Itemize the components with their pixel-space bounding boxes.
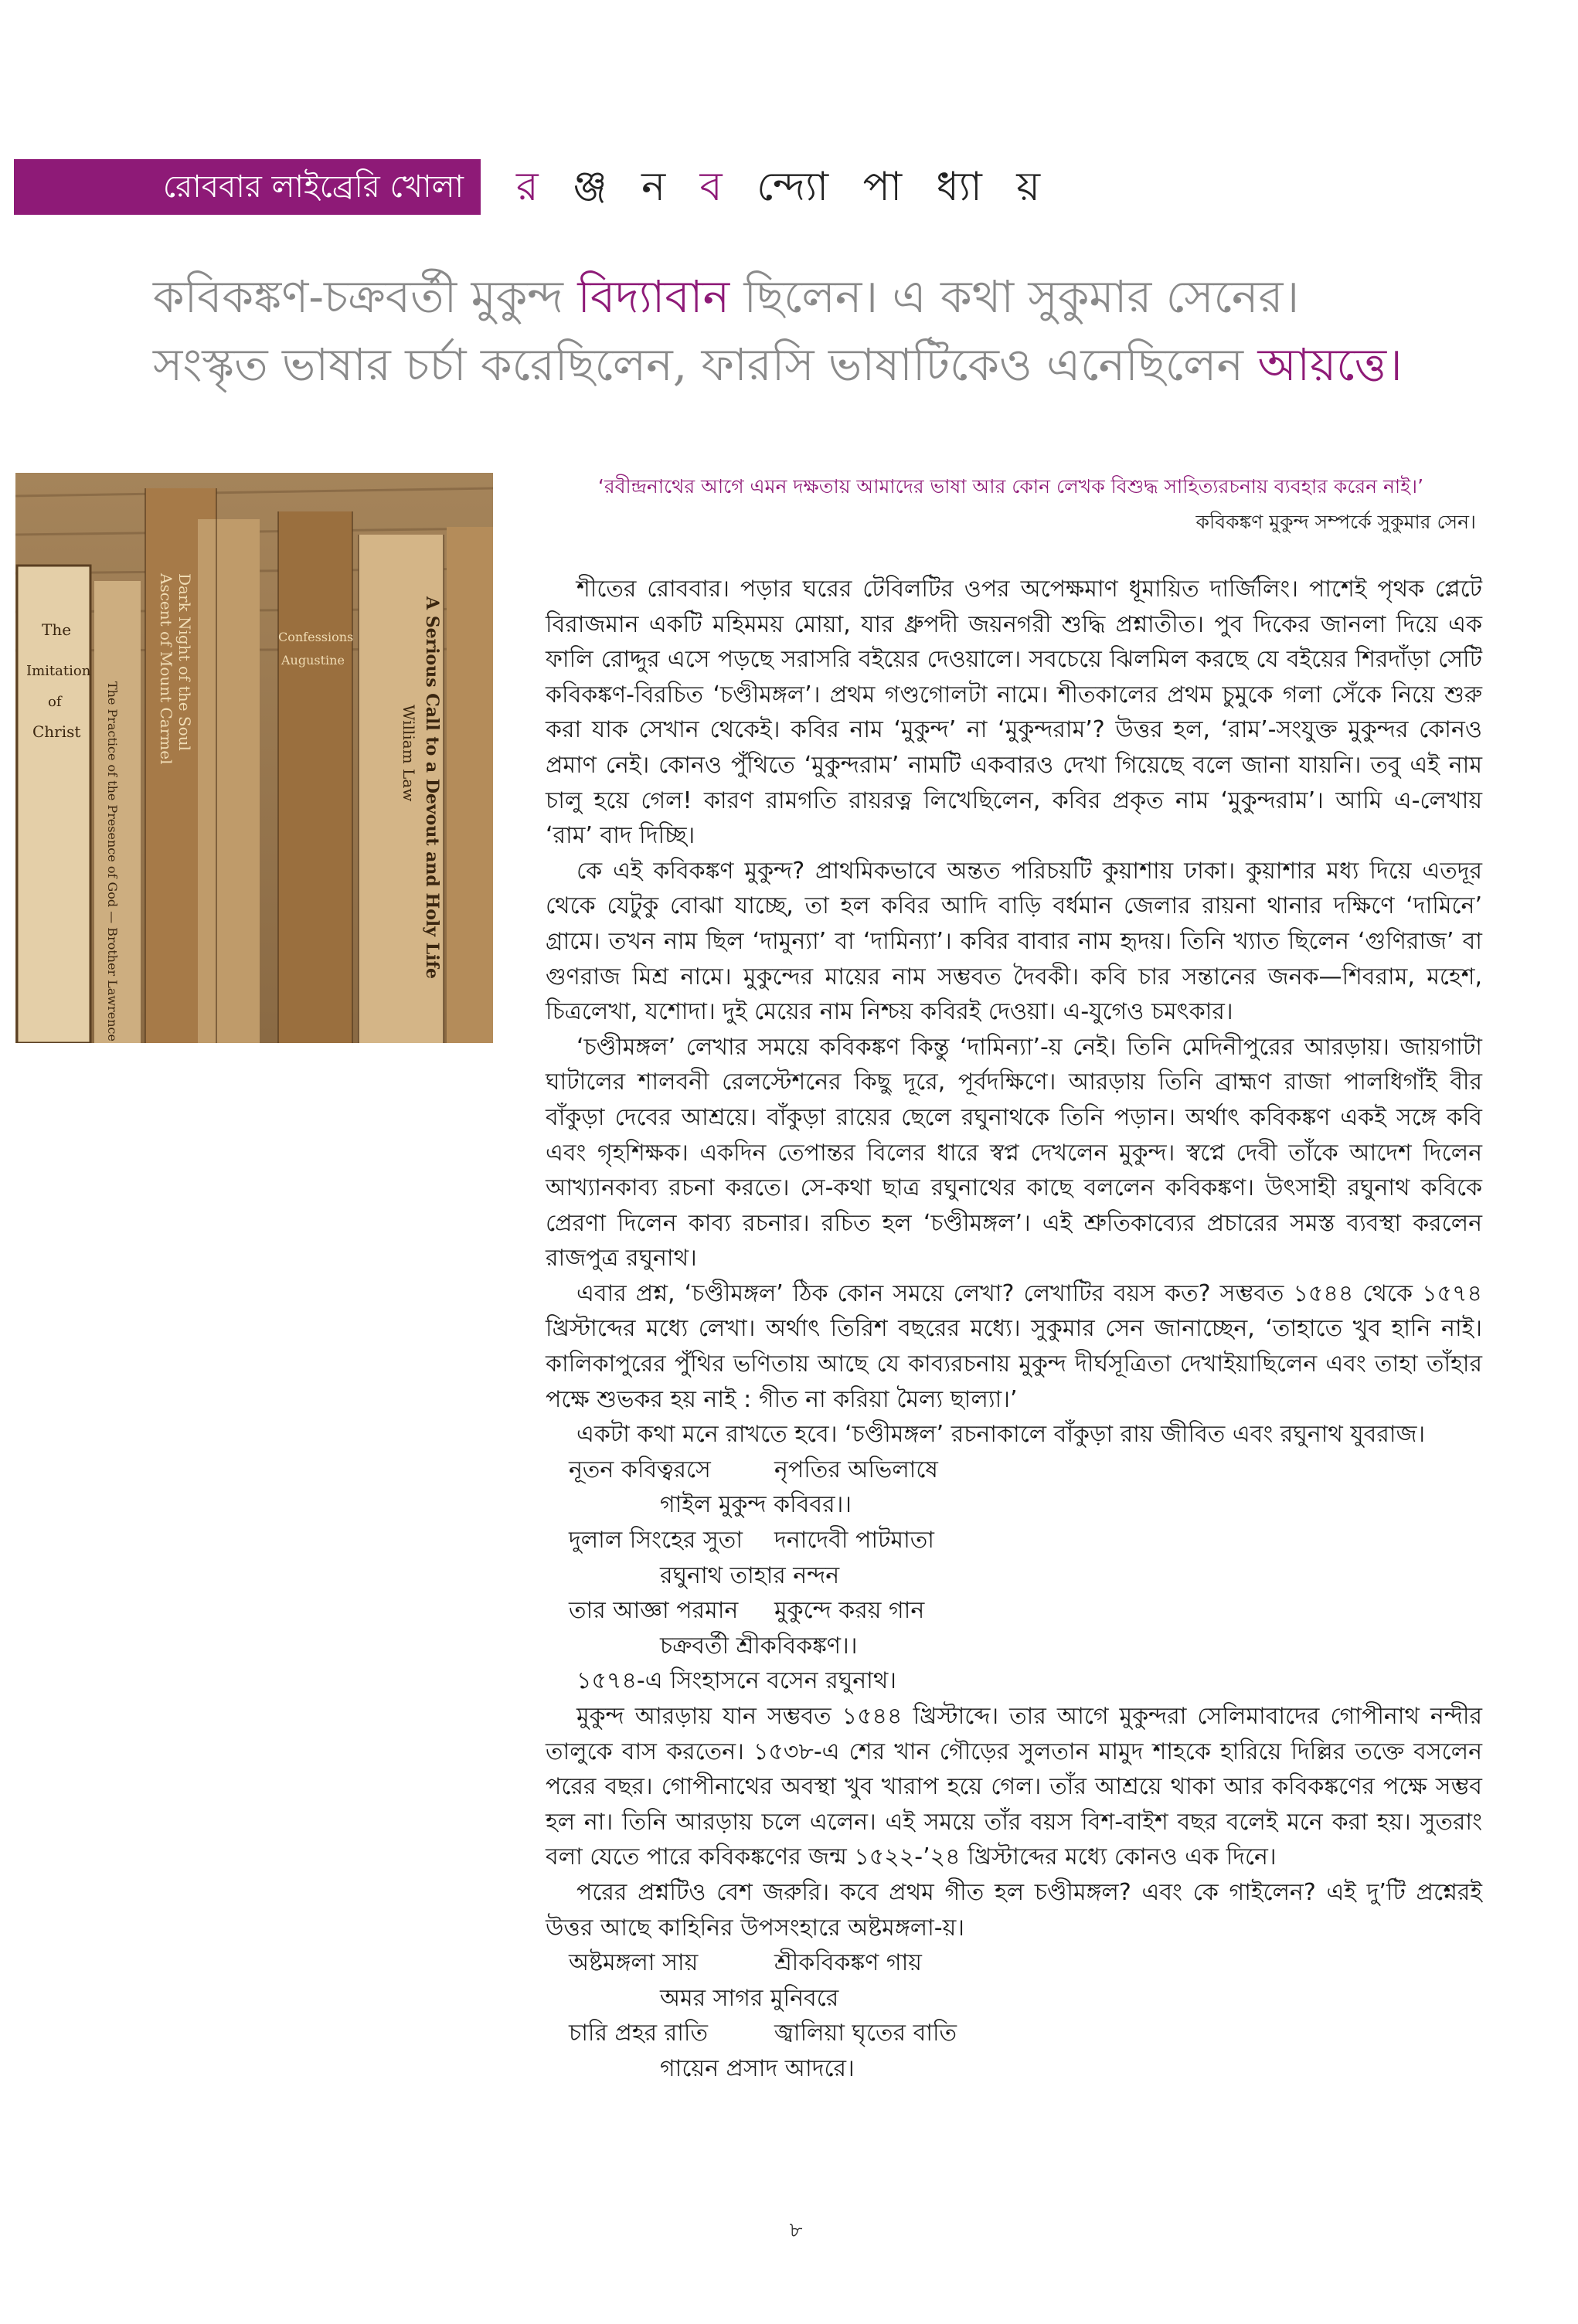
headline [153,263,1544,399]
paragraph: কে এই কবিকঙ্কণ মুকুন্দ? প্রাথমিকভাবে অন্তত পরিচয়টি কুয়াশায় ঢাকা। কুয়াশার মধ্য দিয়ে এতদূর থেকে যেটুকু বোঝা যাচ্ছে, তা হল কবির আদি বাড়ি বর্ধমান জেলার রায়না থানার দক্ষিণে ‘দামিনে’ গ্রামে। তখন নাম ছিল ‘দামুন্যা’ বা ‘দামিন্যা’। কবির বাবার নাম হৃদয়। তিনি খ্যাত ছিলেন ‘গুণিরাজ’ বা গুণরাজ মিশ্র নামে। মুকুন্দের মায়ের নাম সম্ভবত দৈবকী। কবি চার সন্তানের জনক—শিবরাম, মহেশ, চিত্রলেখা, যশোদা। দুই মেয়ের নাম নিশ্চয় কবিরই দেওয়া। এ-যুগেও চমৎকার। [546,857,1482,1026]
paragraph: পরের প্রশ্নটিও বেশ জরুরি। কবে প্রথম গীত হল চণ্ডীমঙ্গল? এবং কে গাইলেন? এই দু’টি প্রশ্নেরই উত্তর আছে কাহিনির উপসংহারে অষ্টমঙ্গলা-য়। [546,1878,1482,1942]
verse-block-1 [546,1452,1482,1664]
verse-line: চক্রবর্তী শ্রীকবিকঙ্কণ।। [660,1632,858,1660]
author-byline [516,159,1051,215]
paragraph: ১৫৭৪-এ সিংহাসনে বসেন রঘুনাথ। [576,1667,896,1695]
verse-line: গাইল মুকুন্দ কবিবর।। [660,1491,852,1519]
author-text-2: ন্দ্যো পা ধ্যা য় [733,164,1052,210]
spine-title-4b: Augustine [281,653,345,668]
verse-line: গায়েন প্রসাদ আদরে। [660,2054,855,2082]
article-body [546,572,1482,2087]
verse-line: জ্বালিয়া ঘৃতের বাতি [774,2020,957,2047]
verse-line: নূতন কবিত্বরসে [569,1456,711,1483]
verse-line: শ্রীকবিকঙ্কণ গায় [774,1949,922,1977]
verse-line: দুলাল সিংহের সুতা [569,1527,743,1554]
headline-line-2 [153,331,1544,399]
author-accent-1: র [516,164,549,210]
verse-line: তার আজ্ঞা পরমান [569,1597,739,1625]
spine-title-1b: Imitation [26,663,91,679]
book-spine-4 [278,511,352,1043]
headline-line-1 [153,263,1544,331]
spine-title-1d: Christ [32,722,81,741]
paragraph: একটা কথা মনে রাখতে হবে। ‘চণ্ডীমঙ্গল’ রচনাকালে বাঁকুড়া রায় জীবিত এবং রঘুনাথ যুবরাজ। [576,1421,1426,1449]
verse-line: রঘুনাথ তাহার নন্দন [660,1561,840,1589]
column-tag: রোববার লাইব্রেরি খোলা [14,159,481,215]
page-number: ৮ [789,2219,803,2242]
quote-attribution: কবিকঙ্কণ মুকুন্দ সম্পর্কে সুকুমার সেন। [1195,511,1476,533]
headline-text: ছিলেন। এ কথা সুকুমার সেনের। [729,270,1300,323]
bookshelf-photo [15,473,493,1043]
spine-title-3b: Dark Night of the Soul [175,573,194,751]
verse-block-2 [546,1945,1482,2086]
verse-line: মুকুন্দে করয় গান [774,1597,925,1625]
book-spine-3b [198,519,260,1043]
author-text-1: ঞ্জ ন [549,164,700,210]
spine-title-4a: Confessions [278,630,354,644]
pull-quote: ‘রবীন্দ্রনাথের আগে এমন দক্ষতায় আমাদের ভাষা আর কোন লেখক বিশুদ্ধ সাহিত্যরচনায় ব্যবহার করেন নাই।’ [597,475,1424,498]
book-spine-6 [447,527,493,1043]
spine-title-2: The Practice of the Presence of God — Brother Lawrence [105,681,120,1041]
headline-highlight: বিদ্যাবান [577,270,730,323]
verse-line: চারি প্রহর রাতি [569,2020,708,2047]
spine-title-5b: William Law [400,705,418,802]
verse-line: নৃপতির অভিলাষে [774,1456,938,1483]
verse-line: অমর সাগর মুনিবরে [660,1984,839,2012]
headline-text: সংস্কৃত ভাষার চর্চা করেছিলেন, ফারসি ভাষাটিকেও এনেছিলেন [153,338,1258,391]
paragraph: মুকুন্দ আরড়ায় যান সম্ভবত ১৫৪৪ খ্রিস্টাব্দে। তার আগে মুকুন্দরা সেলিমাবাদের গোপীনাথ নন্দীর তালুকে বাস করতেন। ১৫৩৮-এ শের খান গৌড়ের সুলতান মামুদ শাহকে হারিয়ে দিল্লির তক্তে বসলেন পরের বছর। গোপীনাথের অবস্থা খুব খারাপ হয়ে গেল। তাঁর আশ্রয়ে থাকা আর কবিকঙ্কণের পক্ষে সম্ভব হল না। তিনি আরড়ায় চলে এলেন। এই সময়ে তাঁর বয়স বিশ-বাইশ বছর বলেই মনে করা হয়। সুতরাং বলা যেতে পারে কবিকঙ্কণের জন্ম ১৫২২-’২৪ খ্রিস্টাব্দের মধ্যে কোনও এক দিনে। [546,1703,1482,1871]
headline-highlight: আয়ত্তে। [1257,338,1403,391]
spine-title-3a: Ascent of Mount Carmel [157,573,175,765]
verse-line: অষ্টমঙ্গলা সায় [569,1949,699,1977]
spine-title-5a: A Serious Call to a Devout and Holy Life [422,596,442,980]
author-accent-2: ব [699,164,733,210]
spine-title-1c: of [48,694,62,710]
headline-text: কবিকঙ্কণ-চক্রবর্তী মুকুন্দ [153,270,578,323]
paragraph: শীতের রোববার। পড়ার ঘরের টেবিলটির ওপর অপেক্ষমাণ ধূমায়িত দার্জিলিং। পাশেই পৃথক প্লেটে বিরাজমান একটি মহিমময় মোয়া, যার ধ্রুপদী জয়নগরী শুদ্ধি প্রশ্নাতীত। পুব দিকের জানলা দিয়ে এক ফালি রোদ্দুর এসে পড়ছে সরাসরি বইয়ের দেওয়ালে। সবচেয়ে ঝিলমিল করছে যে বইয়ের শিরদাঁড়া সেটি কবিকঙ্কণ-বিরচিত ‘চণ্ডীমঙ্গল’। প্রথম গণ্ডগোলটা নামে। শীতকালের প্রথম চুমুকে গলা সেঁকে নিয়ে শুরু করা যাক সেখান থেকেই। কবির নাম ‘মুকুন্দ’ না ‘মুকুন্দরাম’? উত্তর হল, ‘রাম’-সংযুক্ত মুকুন্দর কোনও প্রমাণ নেই। কোনও পুঁথিতে ‘মুকুন্দরাম’ নামটি একবারও দেখা গিয়েছে বলে জানা যায়নি। তবু এই নাম চালু হয়ে গেল! কারণ রামগতি রায়রত্ন লিখেছিলেন, কবির প্রকৃত নাম ‘মুকুন্দরাম’। আমি এ-লেখায় ‘রাম’ বাদ দিচ্ছি। [546,576,1482,850]
verse-line: দনাদেবী পাটমাতা [774,1527,934,1554]
paragraph: ‘চণ্ডীমঙ্গল’ লেখার সময়ে কবিকঙ্কণ কিন্তু ‘দামিন্যা’-য় নেই। তিনি মেদিনীপুরের আরড়ায়। জায়গাটা ঘাটালের শালবনী রেলস্টেশনের কিছু দূরে, পূর্বদক্ষিণে। আরড়ায় তিনি ব্রাহ্মণ রাজা পালধিগাঁই বীর বাঁকুড়া দেবের আশ্রয়ে। বাঁকুড়া রায়ের ছেলে রঘুনাথকে তিনি পড়ান। অর্থাৎ কবিকঙ্কণ একই সঙ্গে কবি এবং গৃহশিক্ষক। একদিন তেপান্তর বিলের ধারে স্বপ্ন দেখলেন মুকুন্দ। স্বপ্নে দেবী তাঁকে আদেশ দিলেন আখ্যানকাব্য রচনা করতে। সে-কথা ছাত্র রঘুনাথের কাছে বললেন কবিকঙ্কণ। উৎসাহী রঘুনাথ কবিকে প্রেরণা দিলেন কাব্য রচনার। রচিত হল ‘চণ্ডীমঙ্গল’। এই শ্রুতিকাব্যের প্রচারের সমস্ত ব্যবস্থা করলেন রাজপুত্র রঘুনাথ। [546,1033,1482,1272]
spine-title-1a: The [42,620,72,639]
paragraph: এবার প্রশ্ন, ‘চণ্ডীমঙ্গল’ ঠিক কোন সময়ে লেখা? লেখাটির বয়স কত? সম্ভবত ১৫৪৪ থেকে ১৫৭৪ খ্রিস্টাব্দের মধ্যে লেখা। অর্থাৎ তিরিশ বছরের মধ্যে। সুকুমার সেন জানাচ্ছেন, ‘তাহাতে খুব হানি নাই। কালিকাপুরের পুঁথির ভণিতায় আছে যে কাব্যরচনায় মুকুন্দ দীর্ঘসূত্রিতা দেখাইয়াছিলেন এবং তাহা তাঁহার পক্ষে শুভকর হয় নাই : গীত না করিয়া মৈল্য ছাল্যা।’ [546,1279,1482,1413]
